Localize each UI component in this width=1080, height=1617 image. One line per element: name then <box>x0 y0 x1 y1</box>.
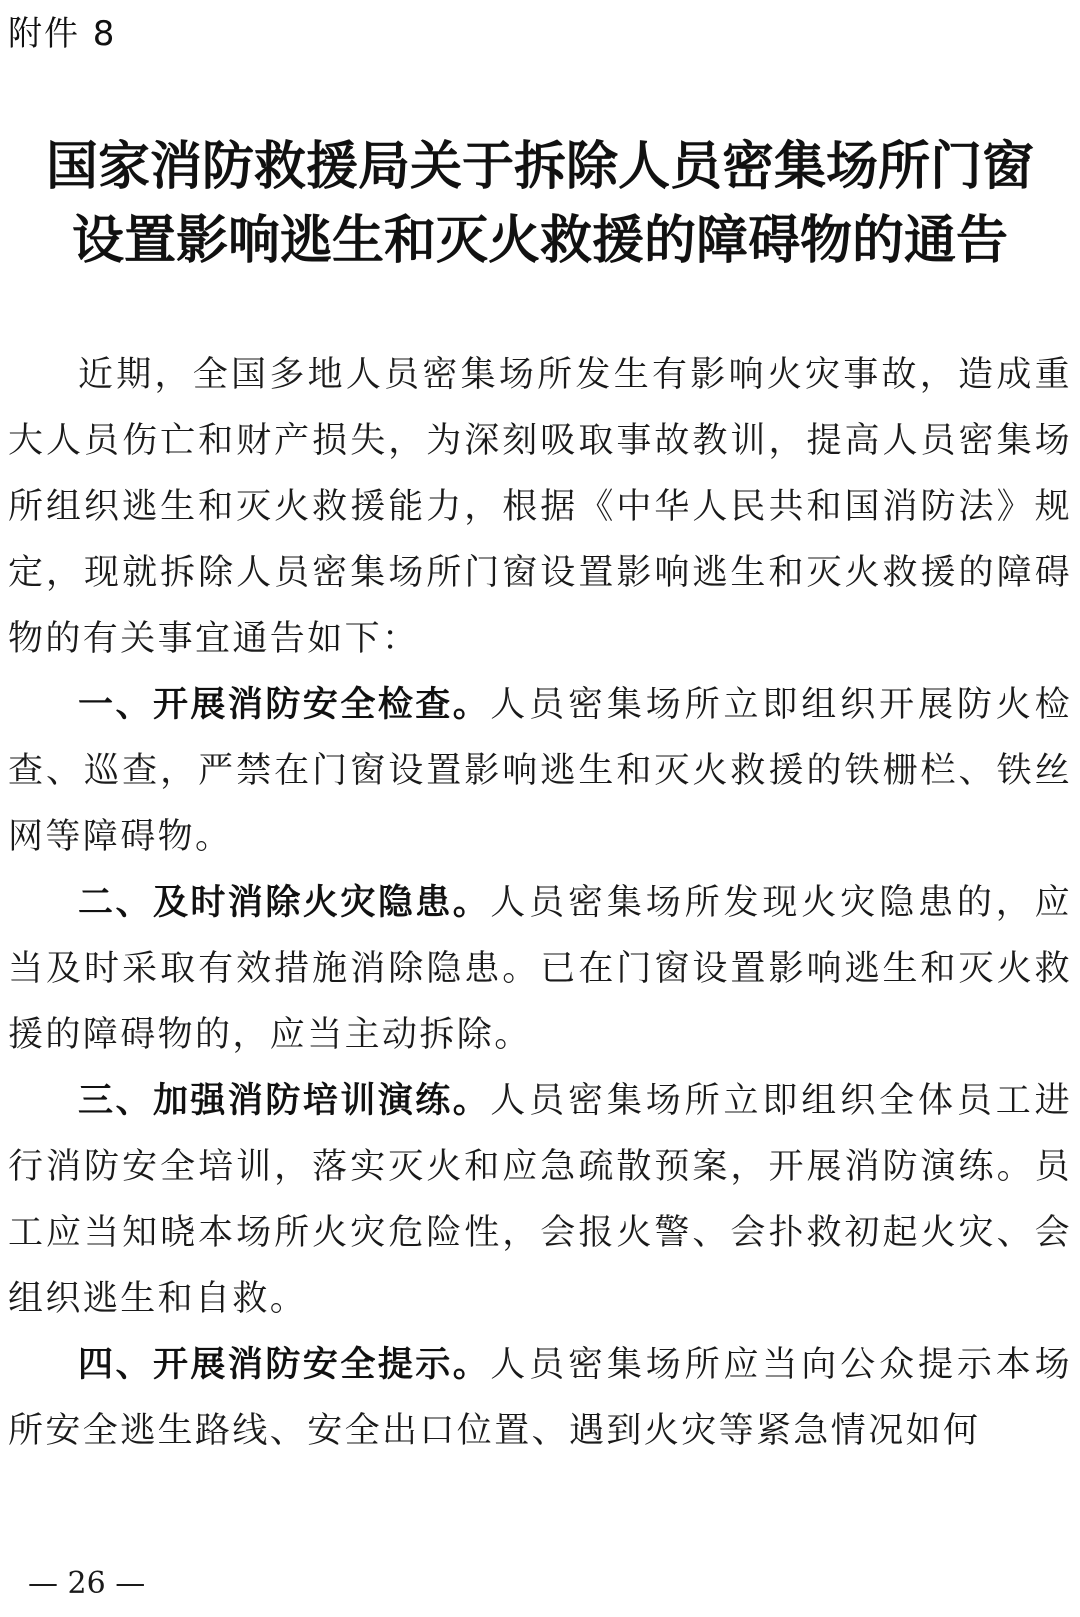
document-title <box>0 130 1080 278</box>
section-text-2: 人员密集场所发现火灾隐患的，应当及时采取有效措施消除隐患。已在门窗设置影响逃生和灭火救援的障碍物的，应当主动拆除。 <box>8 883 1072 1055</box>
section-heading-3: 三、加强消防培训演练。 <box>78 1081 491 1121</box>
section-text-3: 人员密集场所立即组织全体员工进行消防安全培训，落实灭火和应急疏散预案，开展消防演练。员工应当知晓本场所火灾危险性，会报火警、会扑救初起火灾、会组织逃生和自救。 <box>8 1081 1072 1319</box>
section-paragraph-3 <box>8 1068 1072 1332</box>
section-text-4: 人员密集场所应当向公众提示本场所安全逃生路线、安全出口位置、遇到火灾等紧急情况如何 <box>8 1345 1072 1451</box>
document-body <box>8 342 1072 1464</box>
title-line-2: 设置影响逃生和灭火救援的障碍物的通告 <box>71 211 1008 271</box>
section-paragraph-4 <box>8 1332 1072 1464</box>
attachment-label: 附件 8 <box>8 14 117 54</box>
page-number: — 26 — <box>28 1566 146 1601</box>
section-heading-2: 二、及时消除火灾隐患。 <box>78 883 491 923</box>
intro-paragraph: 近期，全国多地人员密集场所发生有影响火灾事故，造成重大人员伤亡和财产损失，为深刻吸取事故教训，提高人员密集场所组织逃生和灭火救援能力，根据《中华人民共和国消防法》规定，现就拆除人员密集场所门窗设置影响逃生和灭火救援的障碍物的有关事宜通告如下： <box>8 355 1072 659</box>
section-heading-1: 一、开展消防安全检查。 <box>78 685 491 725</box>
section-paragraph-2 <box>8 870 1072 1068</box>
title-line-1: 国家消防救援局关于拆除人员密集场所门窗 <box>45 137 1034 197</box>
section-paragraph-1 <box>8 672 1072 870</box>
section-text-1: 人员密集场所立即组织开展防火检查、巡查，严禁在门窗设置影响逃生和灭火救援的铁栅栏、铁丝网等障碍物。 <box>8 685 1072 857</box>
section-heading-4: 四、开展消防安全提示。 <box>78 1345 491 1385</box>
